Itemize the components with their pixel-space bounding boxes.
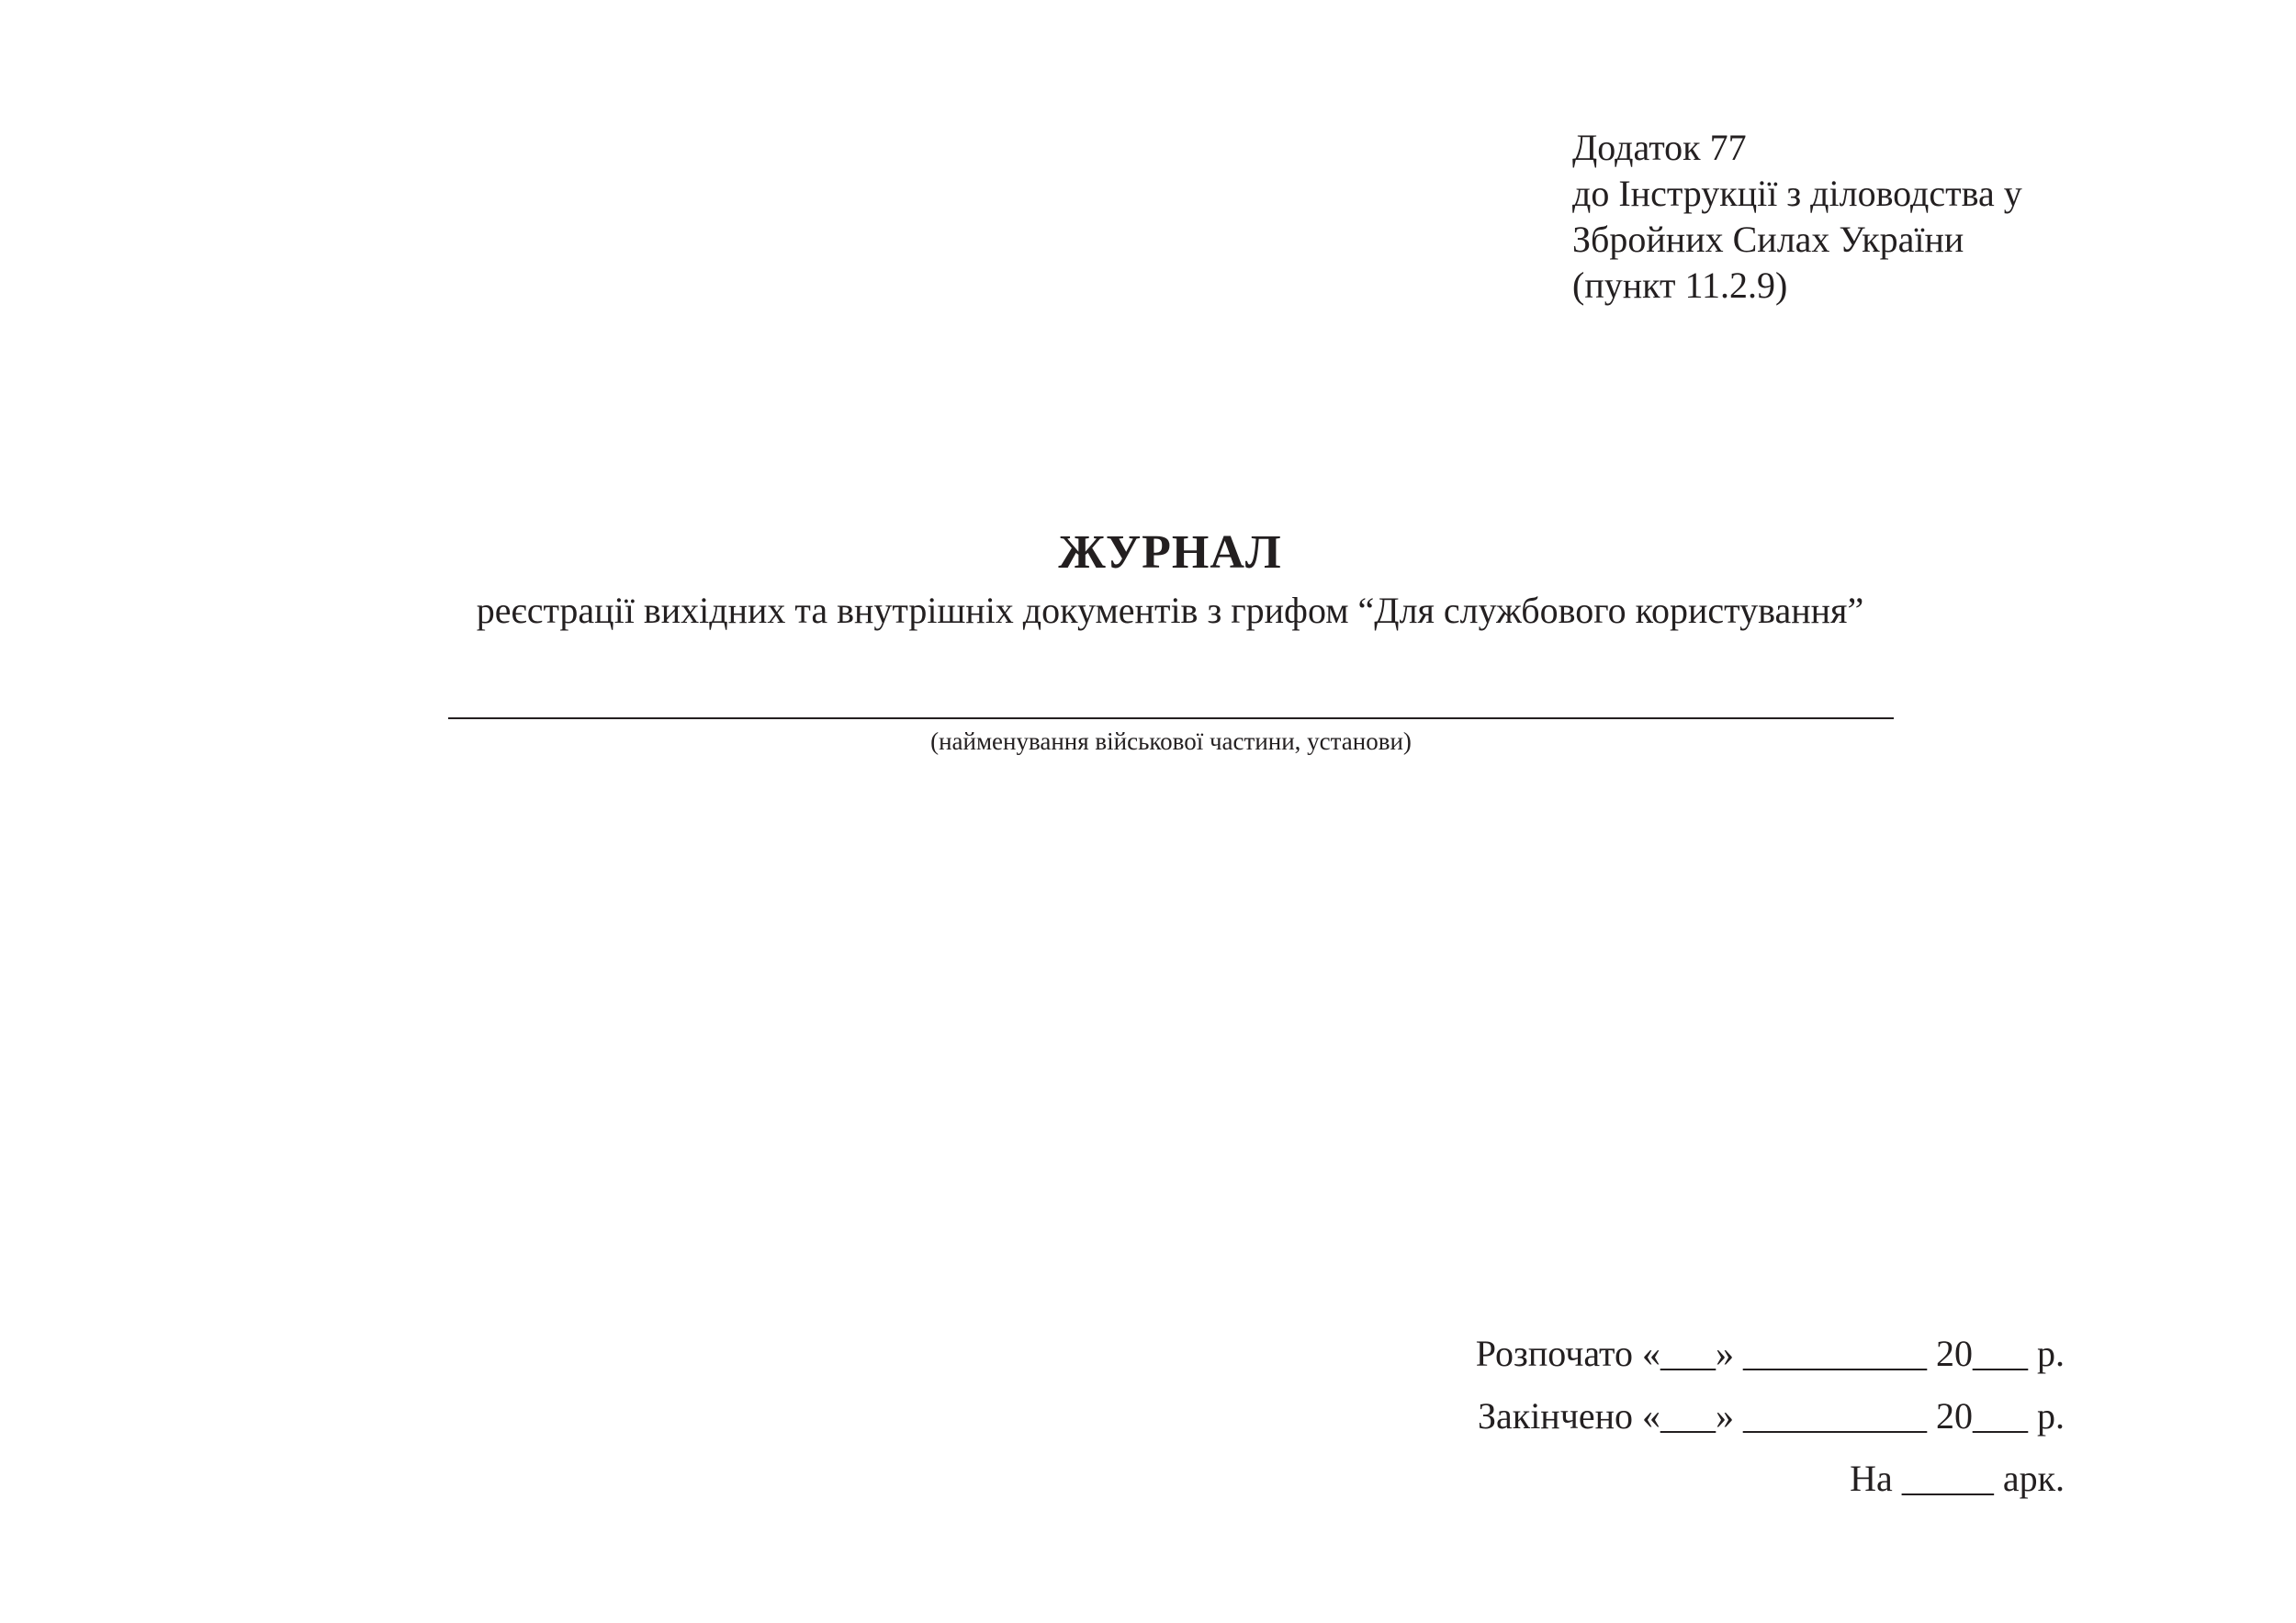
journal-subtitle: реєстрації вихідних та внутрішніх документів з грифом “Для службового користування” <box>476 590 1864 631</box>
unit-name-caption: (найменування військової частини, установи) <box>930 727 1412 755</box>
sheet-count-field: На _____ арк. <box>1850 1458 2065 1499</box>
finished-date-field: Закінчено «___» __________ 20___ р. <box>1477 1395 2065 1437</box>
appendix-reference <box>1572 125 2215 309</box>
appendix-instruction: до Інструкції з діловодства у <box>1572 173 2022 214</box>
appendix-number: Додаток 77 <box>1572 127 1747 168</box>
started-date-field: Розпочато «___» __________ 20___ р. <box>1475 1333 2065 1374</box>
appendix-organization: Збройних Силах України <box>1572 219 1964 260</box>
appendix-clause: (пункт 11.2.9) <box>1572 265 1788 306</box>
unit-name-line[interactable] <box>448 717 1894 719</box>
journal-title: ЖУРНАЛ <box>1058 526 1282 579</box>
